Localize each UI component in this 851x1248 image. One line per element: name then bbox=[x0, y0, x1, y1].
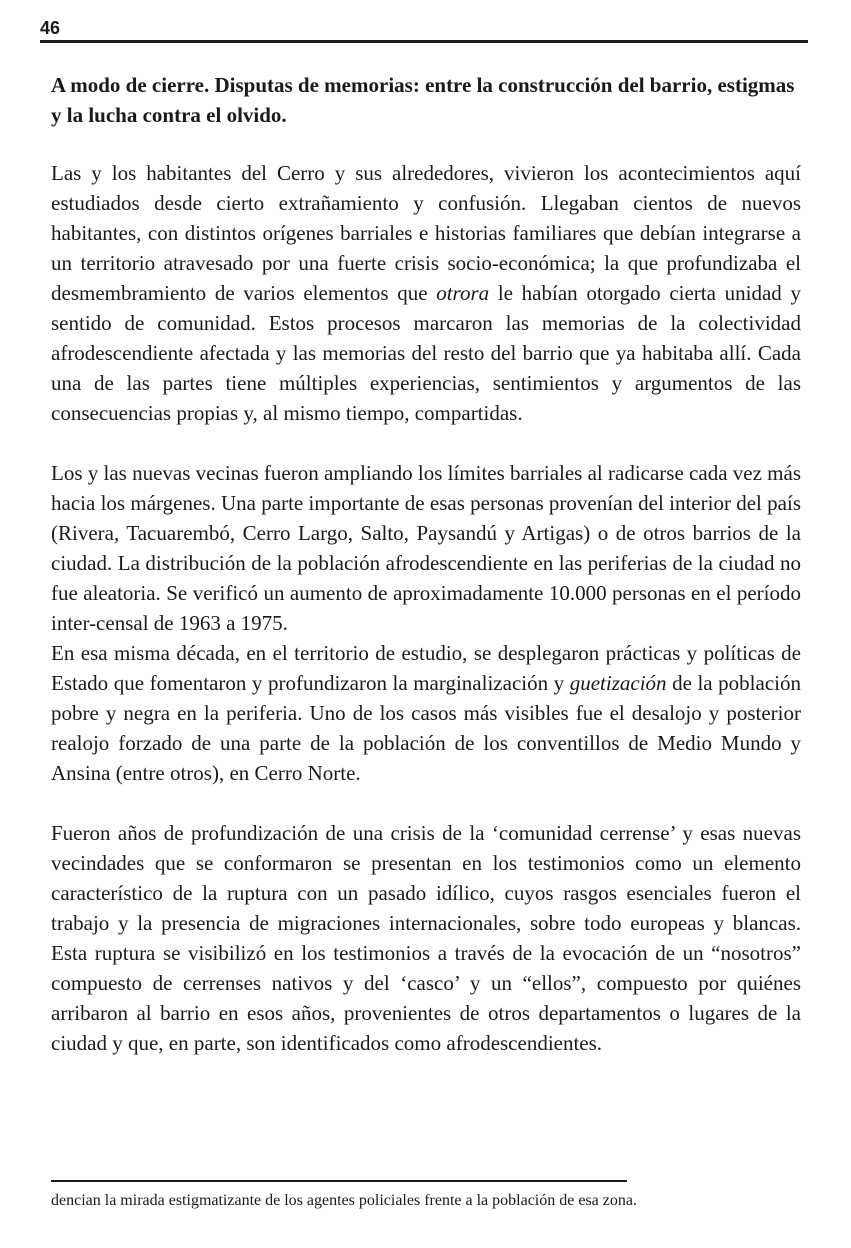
paragraph-4: Fueron años de profundización de una crisis de la ‘comunidad cerrense’ y esas nuevas vecindades que se conformaron se presentan en los testimonios como un elemento característico de la ruptura con un pasado idílico, cuyos rasgos esenciales fueron el trabajo y la presencia de migraciones internacionales, sobre todo europeas y blancas. Esta ruptura se visibilizó en los testimonios a través de la evocación de un “nosotros” compuesto de cerrenses nativos y del ‘casco’ y un “ellos”, compuesto por quiénes arribaron al barrio en esos años, provenientes de otros departamentos o lugares de la ciudad y que, en parte, son identificados como afrodescendientes. bbox=[51, 821, 801, 1055]
paragraph-1-italic: otrora bbox=[436, 281, 490, 305]
paragraph-3-text-a: En esa misma década, en el territorio de estudio, se desplegaron prácticas y políticas de Estado que fomentaron y profundizaron la marginalización y bbox=[51, 641, 801, 695]
paragraph-3 bbox=[51, 638, 801, 788]
paragraph-1-text-b: le habían otorgado cierta unidad y sentido de comunidad. Estos procesos marcaron las memorias de la colectividad afrodescendiente afectada y las memorias del resto del barrio que ya habitaba allí. Cada una de las partes tiene múltiples experiencias, sentimientos y argumentos de las consecuencias propias y, al mismo tiempo, compartidas. bbox=[51, 281, 801, 425]
main-content bbox=[51, 70, 801, 1058]
paragraph-1 bbox=[51, 158, 801, 428]
paragraph-1-text-a: Las y los habitantes del Cerro y sus alrededores, vivieron los acontecimientos aquí estudiados desde cierto extrañamiento y confusión. Llegaban cientos de nuevos habitantes, con distintos orígenes barriales e historias familiares que debían integrarse a un territorio atravesado por una fuerte crisis socio-económica; la que profundizaba el desmembramiento de varios elementos que bbox=[51, 161, 801, 305]
page-number: 46 bbox=[40, 18, 61, 38]
section-heading: A modo de cierre. Disputas de memorias: entre la construcción del barrio, estigmas y la lucha contra el olvido. bbox=[51, 73, 795, 127]
footnote: dencian la mirada estigmatizante de los agentes policiales frente a la población de esa zona. bbox=[51, 1192, 637, 1209]
paragraph-3-italic: guetización bbox=[569, 671, 667, 695]
footnote-rule bbox=[51, 1180, 627, 1182]
header-rule bbox=[40, 40, 808, 43]
paragraph-2: Los y las nuevas vecinas fueron ampliando los límites barriales al radicarse cada vez más hacia los márgenes. Una parte importante de esas personas provenían del interior del país (Rivera, Tacuarembó, Cerro Largo, Salto, Paysandú y Artigas) o de otros barrios de la ciudad. La distribución de la población afrodescendiente en las periferias de la ciudad no fue aleatoria. Se verificó un aumento de aproximadamente 10.000 personas en el período inter-censal de 1963 a 1975. bbox=[51, 461, 801, 635]
paragraph-3-text-b: de la población pobre y negra en la periferia. Uno de los casos más visibles fue el desalojo y posterior realojo forzado de una parte de la población de los conventillos de Medio Mundo y Ansina (entre otros), en Cerro Norte. bbox=[51, 671, 801, 785]
